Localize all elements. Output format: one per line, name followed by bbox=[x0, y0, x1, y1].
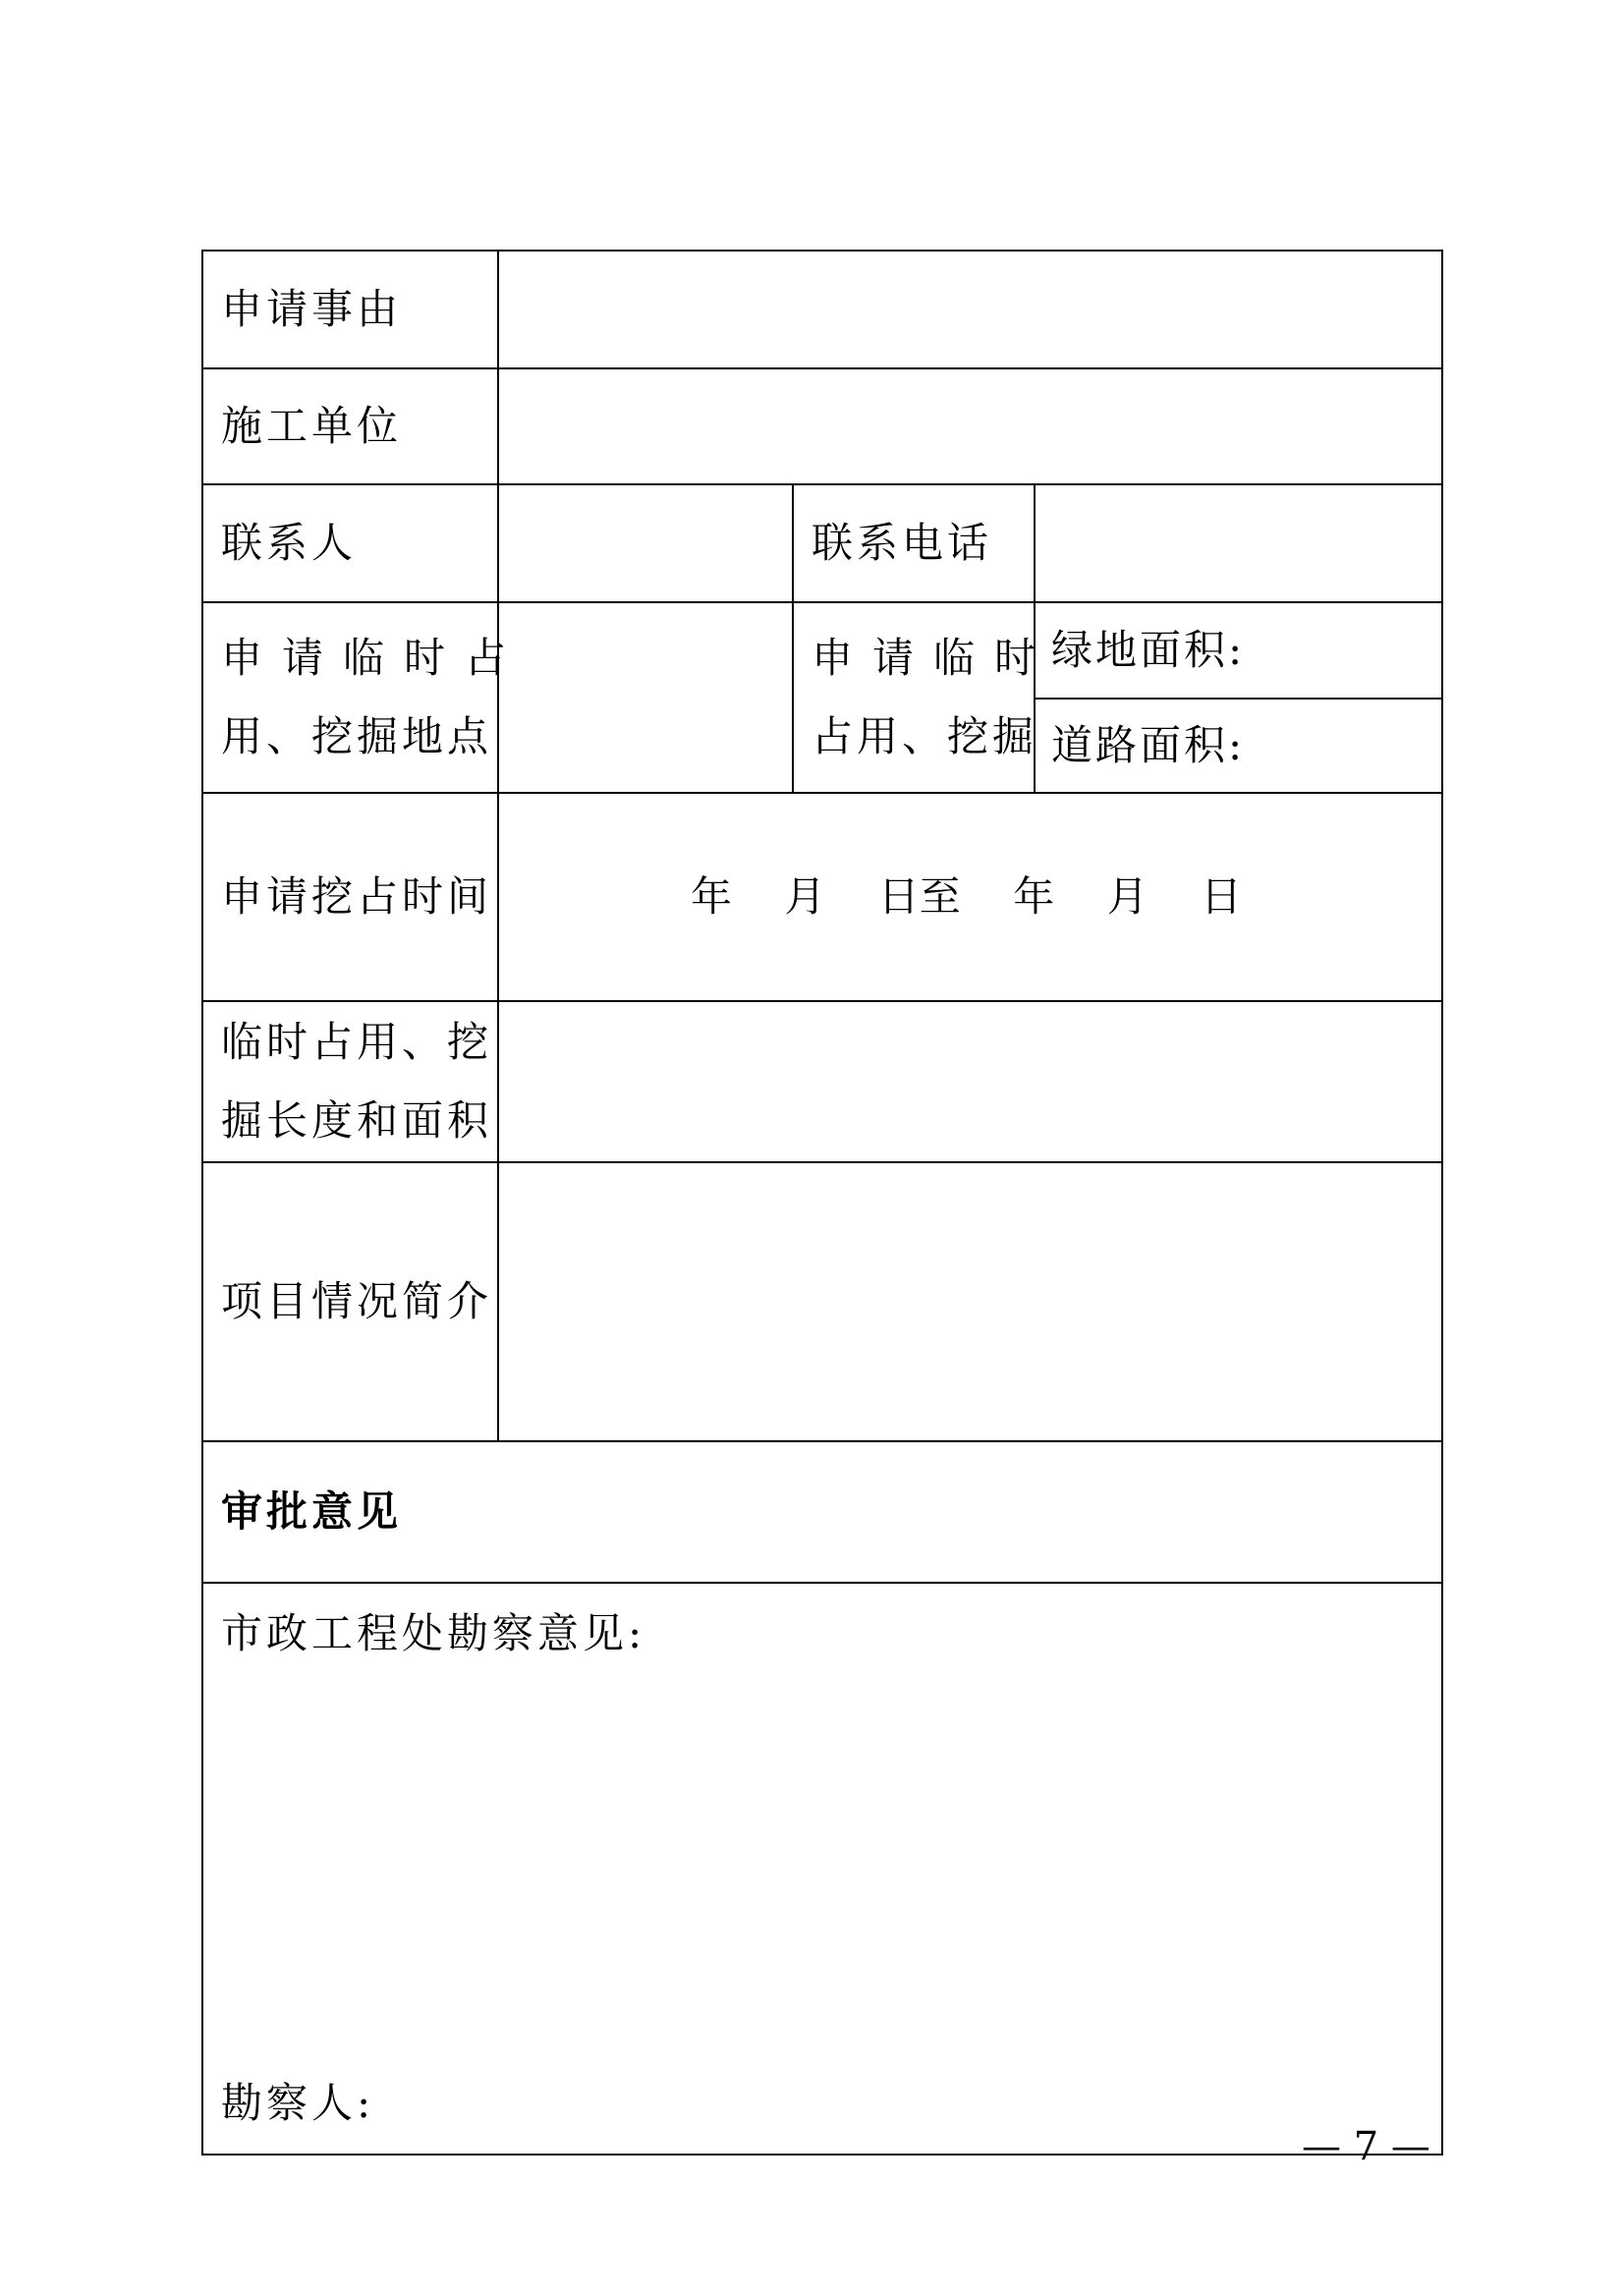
project-field[interactable] bbox=[498, 1162, 1442, 1441]
area-label-line1: 申请临时 bbox=[812, 634, 1056, 682]
location-label bbox=[202, 602, 527, 793]
area-label bbox=[793, 602, 1056, 793]
reason-label: 申请事由 bbox=[202, 251, 498, 368]
opinion-signer-label: 勘察人: bbox=[221, 2079, 375, 2127]
reason-field[interactable] bbox=[498, 251, 1442, 368]
length-label-line1: 临时占用、挖 bbox=[221, 1018, 493, 1066]
time-label: 申请挖占时间 bbox=[202, 793, 498, 1001]
contact-row bbox=[202, 484, 1442, 602]
application-form-table bbox=[201, 250, 1443, 2156]
unit-field[interactable] bbox=[498, 368, 1442, 484]
opinion-field[interactable] bbox=[202, 1583, 1442, 2155]
time-value: 年 月 日至 年 月 日 bbox=[691, 872, 1243, 921]
location-label-line2: 用、挖掘地点 bbox=[221, 712, 493, 760]
page-number: — 7 — bbox=[1302, 2124, 1430, 2169]
location-label-line1: 申请临时占 bbox=[221, 634, 527, 682]
green-area-field[interactable]: 绿地面积: bbox=[1035, 602, 1442, 699]
time-field[interactable] bbox=[498, 793, 1442, 1001]
length-row bbox=[202, 1001, 1442, 1162]
unit-label: 施工单位 bbox=[202, 368, 498, 484]
project-label: 项目情况简介 bbox=[202, 1162, 498, 1441]
project-row bbox=[202, 1162, 1442, 1441]
contact-field[interactable] bbox=[498, 484, 793, 602]
phone-field[interactable] bbox=[1035, 484, 1442, 602]
contact-label: 联系人 bbox=[202, 484, 498, 602]
length-field[interactable] bbox=[498, 1001, 1442, 1162]
length-label bbox=[202, 1001, 498, 1162]
time-row bbox=[202, 793, 1442, 1001]
road-area-field[interactable]: 道路面积: bbox=[1035, 699, 1442, 793]
approval-header: 审批意见 bbox=[202, 1441, 1442, 1583]
opinion-row bbox=[202, 1583, 1442, 2155]
area-label-line2: 占用、挖掘 bbox=[812, 712, 1038, 760]
location-row-top bbox=[202, 602, 1442, 699]
unit-row bbox=[202, 368, 1442, 484]
approval-header-row bbox=[202, 1441, 1442, 1583]
location-field[interactable] bbox=[498, 602, 793, 793]
reason-row bbox=[202, 251, 1442, 368]
opinion-title: 市政工程处勘察意见: bbox=[221, 1609, 646, 1657]
phone-label: 联系电话 bbox=[793, 484, 1035, 602]
length-label-line2: 掘长度和面积 bbox=[221, 1096, 493, 1145]
